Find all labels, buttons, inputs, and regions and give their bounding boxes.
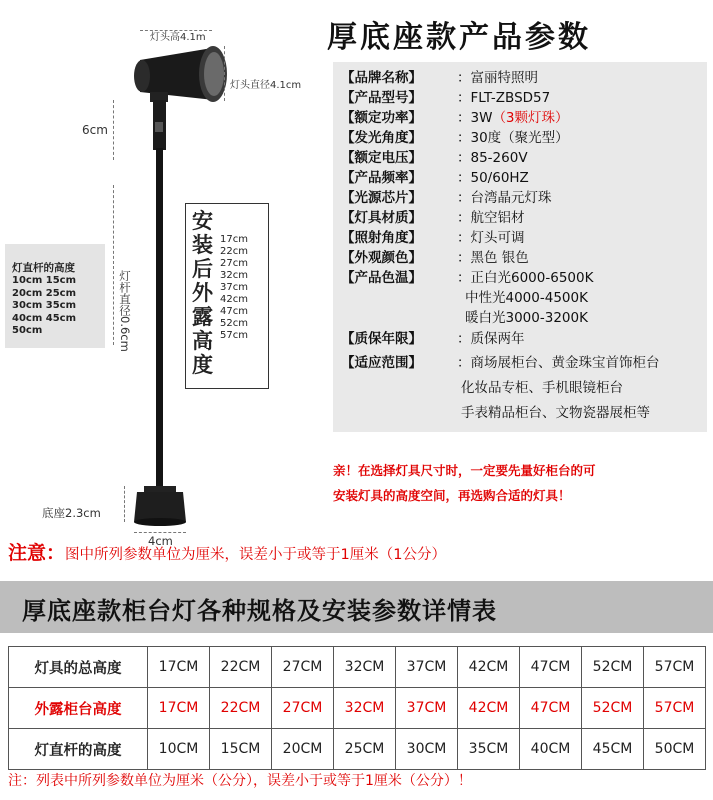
table-cell: 52CM [582,688,644,729]
rod-height-box [5,244,105,348]
spec-key: 【灯具材质】 [341,210,422,226]
spec-row [341,146,528,166]
spec-row [341,166,529,186]
spec-row [341,266,593,286]
spec-key: 【产品色温】 [341,270,422,286]
spec-key: 【发光角度】 [341,130,422,146]
unit-note [8,538,446,565]
table-cell: 22CM [210,688,272,729]
install-height-item: 32cm [220,270,248,281]
table-cell: 57CM [644,688,706,729]
table-cell: 50CM [644,729,706,770]
table-cell: 47CM [520,647,582,688]
rod-height-title: 灯直杆的高度 [12,262,75,274]
table-cell: 25CM [334,729,396,770]
spec-key: 【产品型号】 [341,90,422,106]
spec-row [341,186,552,206]
table-cell: 20CM [272,729,334,770]
rod-diameter-label: 灯杆直径0.6cm [118,270,132,352]
spec-key: 【照射角度】 [341,230,422,246]
notice-line: 安装灯具的高度空间，再选购合适的灯具！ [333,488,571,503]
scope-extra-line: 手表精品柜台、文物瓷器展柜等 [461,405,650,421]
install-height-item: 47cm [220,306,248,317]
table-cell: 42CM [458,647,520,688]
spec-value: ：航空铝材 [457,210,525,226]
scope-extra-line: 化妆品专柜、手机眼镜柜台 [461,380,623,396]
install-height-item: 17cm [220,234,248,245]
table-cell: 15CM [210,729,272,770]
rod-row: 10cm 15cm [12,275,77,286]
base-height-label: 底座2.3cm [42,506,101,520]
spec-key: 【品牌名称】 [341,70,422,86]
spec-row [341,106,569,126]
table-cell: 32CM [334,688,396,729]
spec-row [341,66,538,86]
row-header: 灯具的总高度 [9,647,148,688]
table-cell: 37CM [396,688,458,729]
spec-key: 【适应范围】 [341,355,422,371]
head-height-label: 灯头高4.1m [150,32,206,43]
spec-row [341,86,550,106]
table-cell: 10CM [148,729,210,770]
notice-line: 亲！在选择灯具尺寸时，一定要先量好柜台的可 [333,463,596,478]
spec-value: ：FLT-ZBSD57 [457,90,551,106]
rod-row: 20cm 25cm [12,287,77,299]
rod-height-list [12,275,76,338]
table-cell: 17CM [148,647,210,688]
install-height-item: 27cm [220,258,248,269]
spec-value: ：黑色 银色 [457,250,529,266]
spec-value: ：质保两年 [457,331,525,347]
table-row [9,729,706,770]
spec-row-warranty [341,327,525,347]
table-cell: 57CM [644,647,706,688]
note-label: 注意： [8,542,66,564]
table-cell: 40CM [520,729,582,770]
row-header: 外露柜台高度 [9,688,148,729]
install-height-item: 37cm [220,282,248,293]
table-row [9,647,706,688]
spec-row-scope [341,351,660,371]
spec-panel [333,62,707,432]
spec-key: 【额定功率】 [341,110,422,126]
spec-row [341,246,529,266]
table-cell: 35CM [458,729,520,770]
install-height-title: 安装后外露高度 [192,209,213,377]
page-title: 厚底座款产品参数 [327,20,591,55]
spec-value: ：3W [457,110,493,126]
table-title: 厚底座款柜台灯各种规格及安装参数详情表 [22,597,497,625]
rod-row: 40cm 45cm [12,312,77,324]
spec-row [341,206,525,226]
base-width-label: 4cm [148,534,173,548]
table-cell: 27CM [272,647,334,688]
table-row [9,688,706,729]
spec-value: ：富丽特照明 [457,70,538,86]
spec-value: ：50/60HZ [457,170,529,186]
spec-key: 【产品频率】 [341,170,422,186]
table-cell: 22CM [210,647,272,688]
note-text: 图中所列参数单位为厘米，误差小于或等于1厘米（1公分） [65,547,446,563]
spec-table [8,646,706,770]
install-height-box [185,203,269,389]
table-cell: 17CM [148,688,210,729]
rod-row: 50cm [12,325,43,336]
table-cell: 32CM [334,647,396,688]
head-diameter-label: 灯头直径4.1cm [230,80,302,91]
spec-value: ：正白光6000-6500K [457,270,594,286]
spec-row [341,126,569,146]
spec-key: 【外观颜色】 [341,250,422,266]
rod-row: 30cm 35cm [12,300,77,311]
install-height-item: 22cm [220,246,248,257]
row-header: 灯直杆的高度 [9,729,148,770]
spec-value: ：商场展柜台、黄金珠宝首饰柜台 [457,355,660,371]
footer-note: 注：列表中所列参数单位为厘米（公分），误差小于或等于1厘米（公分）！ [8,773,472,789]
table-cell: 30CM [396,729,458,770]
spec-key: 【额定电压】 [341,150,422,166]
spec-value: ：30度（聚光型） [457,130,569,146]
table-cell: 45CM [582,729,644,770]
spec-key: 【光源芯片】 [341,190,422,206]
spec-value: ：85-260V [457,150,528,166]
purchase-notice [333,458,596,508]
spec-value: ：台湾晶元灯珠 [457,190,552,206]
color-temp-warm: 暖白光3000-3200K [465,310,588,326]
table-cell: 42CM [458,688,520,729]
install-height-item: 52cm [220,318,248,329]
install-height-item: 42cm [220,294,248,305]
table-cell: 47CM [520,688,582,729]
install-height-list [220,234,248,342]
table-cell: 27CM [272,688,334,729]
spec-key: 【质保年限】 [341,331,422,347]
spec-highlight: （3颗灯珠） [492,110,569,126]
spec-value: ：灯头可调 [457,230,525,246]
color-temp-neutral: 中性光4000-4500K [465,290,588,306]
arm-length-label: 6cm [82,123,108,137]
table-cell: 37CM [396,647,458,688]
spec-row [341,226,525,246]
install-height-item: 57cm [220,330,248,341]
table-cell: 52CM [582,647,644,688]
table-banner [0,581,713,633]
